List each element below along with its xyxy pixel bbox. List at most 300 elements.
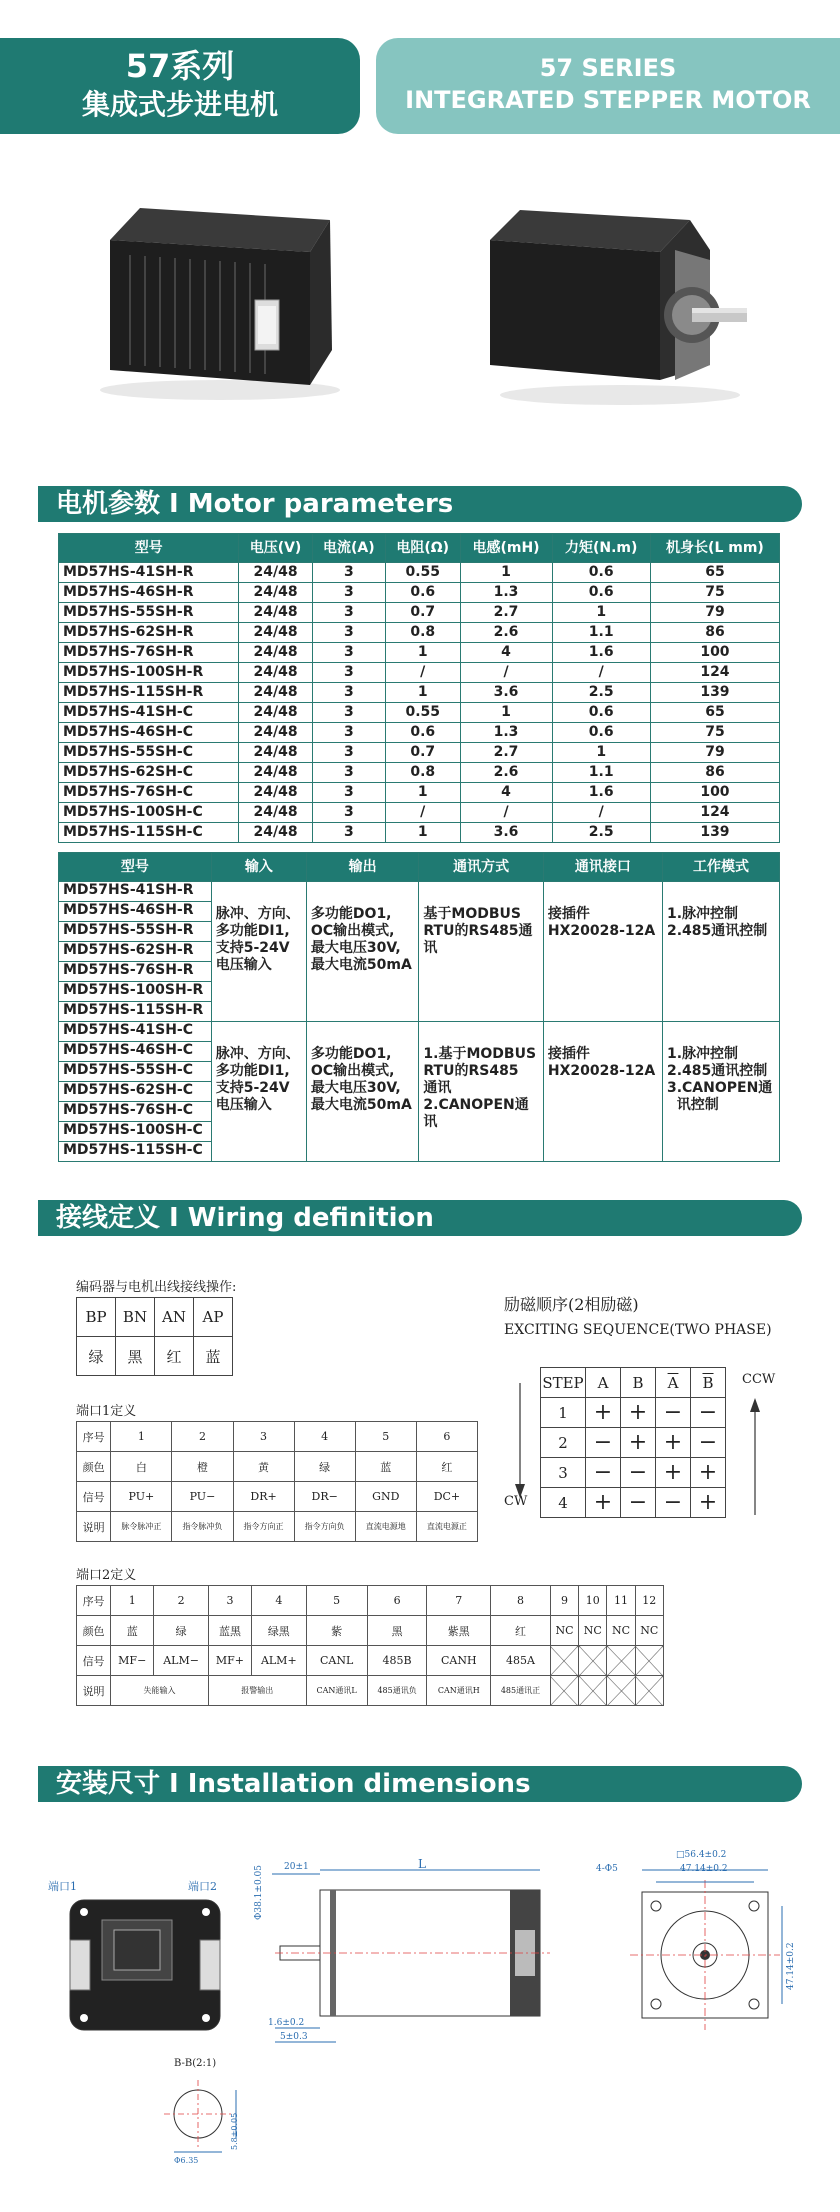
table-row [59,723,780,743]
value-cell: 1 [460,703,552,723]
polarity-cell: − [691,1428,726,1458]
port1-cell: GND [355,1482,416,1512]
encoder-signal: BN [116,1298,155,1337]
port2-title: 端口2定义 [76,1568,137,1583]
port2-table [76,1585,664,1706]
input-line: 电压输入 [215,1097,272,1113]
value-cell: 3 [312,763,385,783]
value-cell: 2.7 [460,603,552,623]
value-cell: 1.3 [460,723,552,743]
value-cell: 75 [650,723,779,743]
model-cell: MD57HS-115SH-R [59,683,239,703]
exciting-sequence-table [540,1367,726,1518]
value-cell: 3 [312,683,385,703]
encoder-color: 黑 [116,1337,155,1376]
polarity-cell: − [586,1458,621,1488]
header-cn-banner [0,38,360,134]
value-cell: 1 [385,823,460,843]
output-line: 最大电压30V, [310,1080,401,1096]
port2-empty-cell [579,1646,607,1676]
value-cell: 86 [650,763,779,783]
output-cell [306,882,418,1022]
port2-cell: NC [635,1616,663,1646]
port2-cell: 4 [252,1586,307,1616]
port1-cell: 红 [416,1452,477,1482]
port1-cell: 1 [111,1422,172,1452]
mode-line: 2.485通讯控制 [666,923,768,939]
value-cell: 3.6 [460,683,552,703]
params-header-4: 电感(mH) [460,534,552,563]
exciting-sequence-title-cn: 励磁顺序(2相励磁) [504,1295,639,1314]
input-line: 脉冲、方向、 [215,906,300,922]
iface-line: 接插件 [547,906,590,922]
table-row [59,803,780,823]
value-cell: 3 [312,703,385,723]
table-row [77,1586,664,1616]
cw-arrow-icon [505,1378,535,1508]
header-cn-subtitle: 集成式步进电机 [81,88,278,121]
func-header-2: 输出 [306,853,418,882]
model-cell: MD57HS-46SH-C [59,1042,212,1062]
value-cell: / [385,803,460,823]
dim-bb-dia: Φ6.35 [174,2156,199,2165]
value-cell: 100 [650,643,779,663]
value-cell: 24/48 [239,663,312,683]
port2-cell: 信号 [77,1646,111,1676]
port1-cell: DC+ [416,1482,477,1512]
func-header-3: 通讯方式 [419,853,543,882]
value-cell: 100 [650,783,779,803]
value-cell: 86 [650,623,779,643]
value-cell: 0.6 [552,703,650,723]
input-line: 支持5-24V [215,940,290,956]
value-cell: 139 [650,683,779,703]
value-cell: 2.6 [460,763,552,783]
value-cell: 0.6 [552,563,650,583]
model-cell: MD57HS-55SH-R [59,922,212,942]
table-row [77,1616,664,1646]
iface-cell [543,882,662,1022]
params-header-6: 机身长(L mm) [650,534,779,563]
value-cell: / [460,803,552,823]
value-cell: 3 [312,643,385,663]
encoder-wiring-table [76,1297,233,1376]
value-cell: 79 [650,743,779,763]
mode-line: 3.CANOPEN通 [666,1080,773,1096]
model-cell: MD57HS-62SH-C [59,763,239,783]
header-cn-title: 57系列 [125,47,235,85]
model-cell: MD57HS-62SH-C [59,1082,212,1102]
value-cell: 65 [650,703,779,723]
encoder-color: 绿 [77,1337,116,1376]
value-cell: 3 [312,663,385,683]
port2-cell: 7 [427,1586,491,1616]
model-cell: MD57HS-55SH-C [59,1062,212,1082]
dim-56-4: □56.4±0.2 [676,1850,727,1860]
table-row [59,623,780,643]
motor-photo-back [70,180,360,410]
value-cell: 0.6 [552,583,650,603]
port2-cell: 2 [154,1586,209,1616]
port2-cell: 序号 [77,1586,111,1616]
port1-cell: 直流电源正 [416,1512,477,1542]
dim-1-6: 1.6±0.2 [268,2018,305,2028]
port2-cell: 颜色 [77,1616,111,1646]
table-row [59,663,780,683]
value-cell: 0.7 [385,603,460,623]
value-cell: 24/48 [239,823,312,843]
value-cell: 3 [312,563,385,583]
port1-cell: PU− [172,1482,233,1512]
port2-empty-cell [635,1646,663,1676]
comm-line: 基于MODBUS [423,906,521,922]
ccw-label: CCW [742,1372,776,1387]
port2-cell: 紫 [306,1616,367,1646]
table-row [59,703,780,723]
port2-cell: CANL [306,1646,367,1676]
value-cell: 2.5 [552,683,650,703]
value-cell: / [460,663,552,683]
port1-cell: 白 [111,1452,172,1482]
value-cell: 0.55 [385,563,460,583]
function-table [58,852,780,1162]
port2-cell: 10 [579,1586,607,1616]
length-label: L [418,1857,426,1871]
port2-desc-cell: 485通讯正 [491,1676,551,1706]
value-cell: 24/48 [239,763,312,783]
table-row [59,603,780,623]
value-cell: 3 [312,723,385,743]
port2-cell: 绿黑 [252,1616,307,1646]
model-cell: MD57HS-62SH-R [59,942,212,962]
value-cell: 0.6 [552,723,650,743]
port2-cell: 8 [491,1586,551,1616]
port2-cell: 黑 [367,1616,427,1646]
dim-bb-flat: 5.8±0.05 [230,2112,239,2150]
header-en-subtitle: INTEGRATED STEPPER MOTOR [405,86,811,114]
func-header-1: 输入 [211,853,306,882]
input-line: 支持5-24V [215,1080,290,1096]
model-cell: MD57HS-76SH-R [59,643,239,663]
value-cell: 24/48 [239,683,312,703]
value-cell: 24/48 [239,643,312,663]
value-cell: 3 [312,603,385,623]
iface-line: HX20028-12A [547,923,656,939]
port1-cell: 3 [233,1422,294,1452]
model-cell: MD57HS-100SH-R [59,663,239,683]
input-cell [211,882,306,1022]
port2-cell: 485B [367,1646,427,1676]
table-row [77,1422,478,1452]
value-cell: 24/48 [239,563,312,583]
input-line: 电压输入 [215,957,272,973]
value-cell: 3 [312,623,385,643]
params-header-0: 型号 [59,534,239,563]
params-header-2: 电流(A) [312,534,385,563]
port2-cell: 3 [208,1586,251,1616]
back-view-drawing [40,1880,240,2040]
value-cell: 79 [650,603,779,623]
dim-holes: 4-Φ5 [596,1864,618,1874]
iface-line: 接插件 [547,1046,590,1062]
port2-cell: 1 [111,1586,154,1616]
port1-cell: 2 [172,1422,233,1452]
model-cell: MD57HS-41SH-C [59,1022,212,1042]
comm-line: RTU的RS485 [423,1063,519,1079]
iface-line: HX20028-12A [547,1063,656,1079]
value-cell: 75 [650,583,779,603]
port2-desc-cell: 报警输出 [208,1676,306,1706]
table-row [77,1452,478,1482]
port2-empty-cell [550,1646,578,1676]
value-cell: 24/48 [239,623,312,643]
port1-cell: 直流电源地 [355,1512,416,1542]
excite-header-4: $\overline{B}$ [691,1368,726,1398]
polarity-cell: − [621,1458,656,1488]
port2-empty-cell [550,1676,578,1706]
value-cell: 1.6 [552,783,650,803]
input-line: 多功能DI1, [215,923,290,939]
excite-header-3: $\overline{A}$ [656,1368,691,1398]
value-cell: 139 [650,823,779,843]
value-cell: 0.8 [385,623,460,643]
value-cell: / [552,803,650,823]
table-row [541,1398,726,1428]
port1-cell: 绿 [294,1452,355,1482]
params-header-3: 电阻(Ω) [385,534,460,563]
port2-cell: 红 [491,1616,551,1646]
port2-cell: NC [579,1616,607,1646]
polarity-cell: − [656,1488,691,1518]
value-cell: 124 [650,803,779,823]
model-cell: MD57HS-115SH-C [59,1142,212,1162]
port1-cell: 橙 [172,1452,233,1482]
input-line: 多功能DI1, [215,1063,290,1079]
port2-empty-cell [635,1676,663,1706]
table-row [77,1512,478,1542]
table-row [541,1488,726,1518]
port1-cell: 黄 [233,1452,294,1482]
func-header-0: 型号 [59,853,212,882]
comm-line: 讯 [423,940,438,956]
value-cell: 1.1 [552,623,650,643]
encoder-signal: AP [194,1298,233,1337]
value-cell: 24/48 [239,803,312,823]
port2-desc-cell: 失能输入 [111,1676,209,1706]
output-line: 最大电压30V, [310,940,401,956]
mode-cell [662,882,779,1022]
polarity-cell: − [621,1488,656,1518]
port1-cell: DR+ [233,1482,294,1512]
polarity-cell: + [691,1458,726,1488]
model-cell: MD57HS-46SH-R [59,583,239,603]
side-view-drawing [260,1860,560,2060]
table-row [541,1428,726,1458]
model-cell: MD57HS-46SH-R [59,902,212,922]
model-cell: MD57HS-115SH-C [59,823,239,843]
value-cell: 2.6 [460,623,552,643]
params-table [58,533,780,843]
port2-cell: 12 [635,1586,663,1616]
polarity-cell: + [586,1398,621,1428]
step-cell: 2 [541,1428,586,1458]
comm-cell [419,882,543,1022]
table-row [77,1676,664,1706]
port2-cell: ALM+ [252,1646,307,1676]
value-cell: 3 [312,583,385,603]
table-row [77,1482,478,1512]
polarity-cell: + [586,1488,621,1518]
exciting-sequence-title-en: EXCITING SEQUENCE(TWO PHASE) [504,1322,772,1338]
output-line: 多功能DO1, [310,906,392,922]
polarity-cell: + [656,1458,691,1488]
port2-empty-cell [607,1676,635,1706]
model-cell: MD57HS-100SH-C [59,1122,212,1142]
model-cell: MD57HS-76SH-R [59,962,212,982]
comm-line: RTU的RS485通 [423,923,533,939]
table-row [59,563,780,583]
value-cell: 0.55 [385,703,460,723]
value-cell: 3.6 [460,823,552,843]
model-cell: MD57HS-76SH-C [59,1102,212,1122]
value-cell: 24/48 [239,783,312,803]
func-header-5: 工作模式 [662,853,779,882]
port1-drawing-label: 端口1 [48,1880,77,1893]
port1-cell: 蓝 [355,1452,416,1482]
encoder-wiring-title: 编码器与电机出线接线操作: [76,1280,237,1295]
value-cell: 1 [385,683,460,703]
table-row [59,583,780,603]
polarity-cell: − [586,1428,621,1458]
model-cell: MD57HS-100SH-C [59,803,239,823]
value-cell: 1 [552,603,650,623]
port1-cell: 指令方向正 [233,1512,294,1542]
output-line: 最大电流50mA [310,957,412,973]
value-cell: 4 [460,643,552,663]
output-line: OC输出模式, [310,923,395,939]
table-row [541,1458,726,1488]
polarity-cell: + [691,1488,726,1518]
port1-cell: 指令脉冲负 [172,1512,233,1542]
port2-empty-cell [579,1676,607,1706]
mode-line: 2.485通讯控制 [666,1063,768,1079]
value-cell: 3 [312,823,385,843]
comm-line: 讯 [423,1114,438,1130]
value-cell: 24/48 [239,703,312,723]
model-cell: MD57HS-62SH-R [59,623,239,643]
port2-cell: 9 [550,1586,578,1616]
value-cell: / [552,663,650,683]
port2-desc-cell: 说明 [77,1676,111,1706]
value-cell: 0.8 [385,763,460,783]
table-row [59,1022,780,1042]
input-line: 脉冲、方向、 [215,1046,300,1062]
table-row [59,783,780,803]
port1-cell: 指令方向负 [294,1512,355,1542]
ccw-arrow-icon [740,1390,770,1520]
model-cell: MD57HS-46SH-C [59,723,239,743]
section-bb-label: B-B(2:1) [174,2058,217,2069]
port2-cell: ALM− [154,1646,209,1676]
port2-cell: 6 [367,1586,427,1616]
port2-cell: 紫黑 [427,1616,491,1646]
header-en-title: 57 SERIES [539,54,677,82]
excite-header-2: B [621,1368,656,1398]
value-cell: 0.7 [385,743,460,763]
value-cell: 65 [650,563,779,583]
port2-desc-cell: CAN通讯H [427,1676,491,1706]
encoder-signal: AN [155,1298,194,1337]
section-installation-dimensions: 安装尺寸 I Installation dimensions [38,1766,802,1802]
step-cell: 1 [541,1398,586,1428]
table-row [77,1646,664,1676]
value-cell: 124 [650,663,779,683]
value-cell: 24/48 [239,583,312,603]
port2-cell: MF+ [208,1646,251,1676]
encoder-signal: BP [77,1298,116,1337]
port1-cell: 序号 [77,1422,111,1452]
comm-line: 通讯 [423,1080,452,1096]
port2-cell: 蓝 [111,1616,154,1646]
value-cell: 3 [312,803,385,823]
output-line: 多功能DO1, [310,1046,392,1062]
table-row [59,743,780,763]
polarity-cell: − [656,1398,691,1428]
excite-header-0: STEP [541,1368,586,1398]
table-row [59,823,780,843]
mode-line: 讯控制 [666,1097,719,1113]
port1-cell: 说明 [77,1512,111,1542]
value-cell: 1.3 [460,583,552,603]
model-cell: MD57HS-41SH-C [59,703,239,723]
port2-drawing-label: 端口2 [188,1880,217,1893]
model-cell: MD57HS-55SH-C [59,743,239,763]
value-cell: 1.1 [552,763,650,783]
value-cell: 2.7 [460,743,552,763]
comm-cell [419,1022,543,1162]
polarity-cell: + [621,1428,656,1458]
value-cell: / [385,663,460,683]
front-view-drawing [600,1860,800,2060]
step-cell: 4 [541,1488,586,1518]
value-cell: 0.6 [385,583,460,603]
cw-label: CW [504,1494,528,1509]
port1-cell: 4 [294,1422,355,1452]
section-motor-parameters: 电机参数 I Motor parameters [38,486,802,522]
comm-line: 2.CANOPEN通 [423,1097,529,1113]
port2-cell: 蓝黑 [208,1616,251,1646]
dim-shaft: Φ38.1±0.05 [254,1865,264,1920]
value-cell: 1 [460,563,552,583]
model-cell: MD57HS-76SH-C [59,783,239,803]
value-cell: 24/48 [239,723,312,743]
polarity-cell: + [656,1428,691,1458]
table-row [59,763,780,783]
header-en-banner [376,38,840,134]
dim-20: 20±1 [284,1862,309,1872]
port2-cell: CANH [427,1646,491,1676]
port1-cell: 颜色 [77,1452,111,1482]
port1-table [76,1421,478,1542]
model-cell: MD57HS-41SH-R [59,563,239,583]
port1-cell: PU+ [111,1482,172,1512]
value-cell: 3 [312,783,385,803]
output-line: 最大电流50mA [310,1097,412,1113]
params-header-5: 力矩(N.m) [552,534,650,563]
params-header-1: 电压(V) [239,534,312,563]
port1-title: 端口1定义 [76,1404,137,1419]
dim-47-14-vertical: 47.14±0.2 [786,1942,796,1990]
